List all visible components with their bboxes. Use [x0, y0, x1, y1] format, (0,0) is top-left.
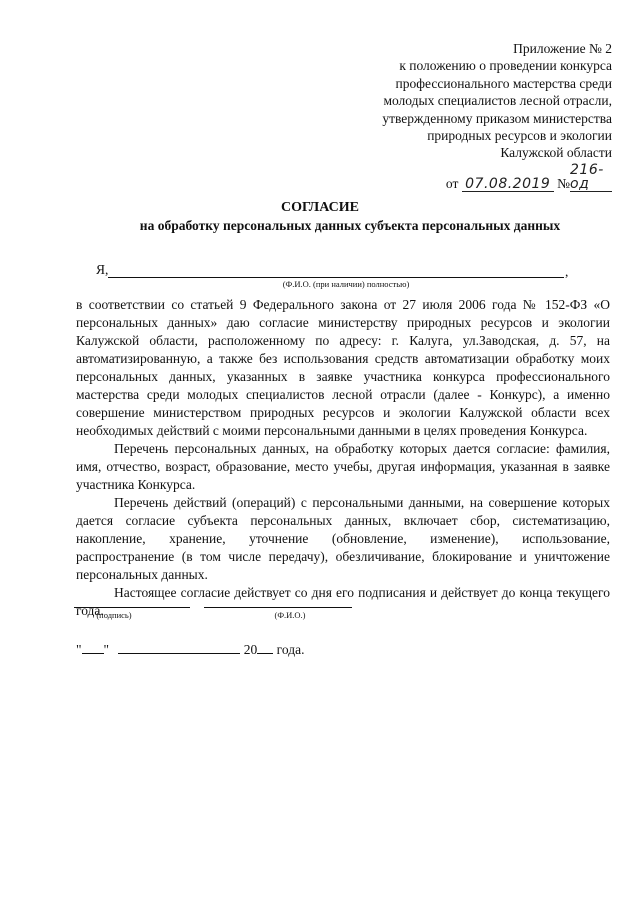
- paragraph-validity: Настоящее согласие действует со дня его подписания и действует до конца текущего года.: [76, 585, 610, 618]
- signer-name-field[interactable]: [204, 607, 352, 608]
- year-field[interactable]: [257, 641, 273, 654]
- date-open-quote: ": [76, 642, 82, 657]
- month-field[interactable]: [118, 641, 240, 654]
- order-date-line: [332, 163, 612, 192]
- header-line-6: природных ресурсов и экологии: [427, 128, 612, 144]
- appendix-header: [332, 40, 612, 192]
- header-line-1: Приложение № 2: [513, 41, 612, 56]
- document-subtitle: на обработку персональных данных субъекта персональных данных: [139, 218, 561, 233]
- full-name-field[interactable]: [108, 277, 564, 278]
- handwritten-date: 07.08.2019: [462, 177, 554, 192]
- ya-suffix: ,: [565, 264, 569, 279]
- paragraph-consent: в соответствии со статьей 9 Федерального закона от 27 июля 2006 года № 152-ФЗ «О персональных данных» даю согласие министерству природных ресурсов и экологии Калужской области, расположенному по адресу: г. Калуга, ул.Заводская, д. 57, на автоматизированную, а также без использования средств автоматизации обработку моих персональных данных, указанных в заявке участника конкурса профессионального мастерства среди молодых специалистов лесной отрасли (далее - Конкурс), а именно совершение министерством природных ресурсов и экологии Калужской области всех необходимых действий с моими персональными данными в целях проведения Конкурса.: [76, 297, 610, 438]
- ya-prefix: Я,: [96, 262, 109, 277]
- header-line-7: Калужской области: [500, 145, 612, 161]
- day-field[interactable]: [82, 641, 104, 654]
- header-line-2: к положению о проведении конкурса: [399, 58, 612, 74]
- header-line-3: профессионального мастерства среди: [395, 75, 612, 91]
- signer-name-label: (Ф.И.О.): [274, 610, 306, 620]
- document-title: СОГЛАСИЕ: [281, 200, 359, 215]
- signature-label: (подпись): [96, 610, 132, 620]
- signing-date-line: [76, 641, 304, 658]
- paragraph-data-list: Перечень персональных данных, на обработку которых дается согласие: фамилия, имя, отчество, возраст, образование, место учебы, другая информация, указанная в заявке участника Конкурса.: [76, 441, 610, 492]
- year-prefix: 20: [243, 642, 258, 657]
- header-line-5: утвержденному приказом министерства: [382, 110, 612, 126]
- full-name-hint: (Ф.И.О. (при наличии) полностью): [282, 279, 410, 289]
- header-line-4: молодых специалистов лесной отрасли,: [383, 93, 612, 109]
- date-close-quote: ": [103, 642, 110, 657]
- date-prefix: от: [445, 175, 459, 191]
- year-suffix: года.: [276, 642, 305, 657]
- consent-body: [76, 296, 610, 620]
- handwritten-order-number: 216-од: [570, 163, 612, 192]
- number-prefix: №: [557, 175, 570, 191]
- signature-field[interactable]: [74, 607, 190, 608]
- paragraph-actions-list: Перечень действий (операций) с персональными данными, на совершение которых дается согласие субъекта персональных данных, включает сбор, систематизацию, накопление, хранение, уточнение (обновление, изменение), использование, распространение (в том числе передачу), обезличивание, блокирование и уничтожение персональных данных.: [76, 495, 610, 582]
